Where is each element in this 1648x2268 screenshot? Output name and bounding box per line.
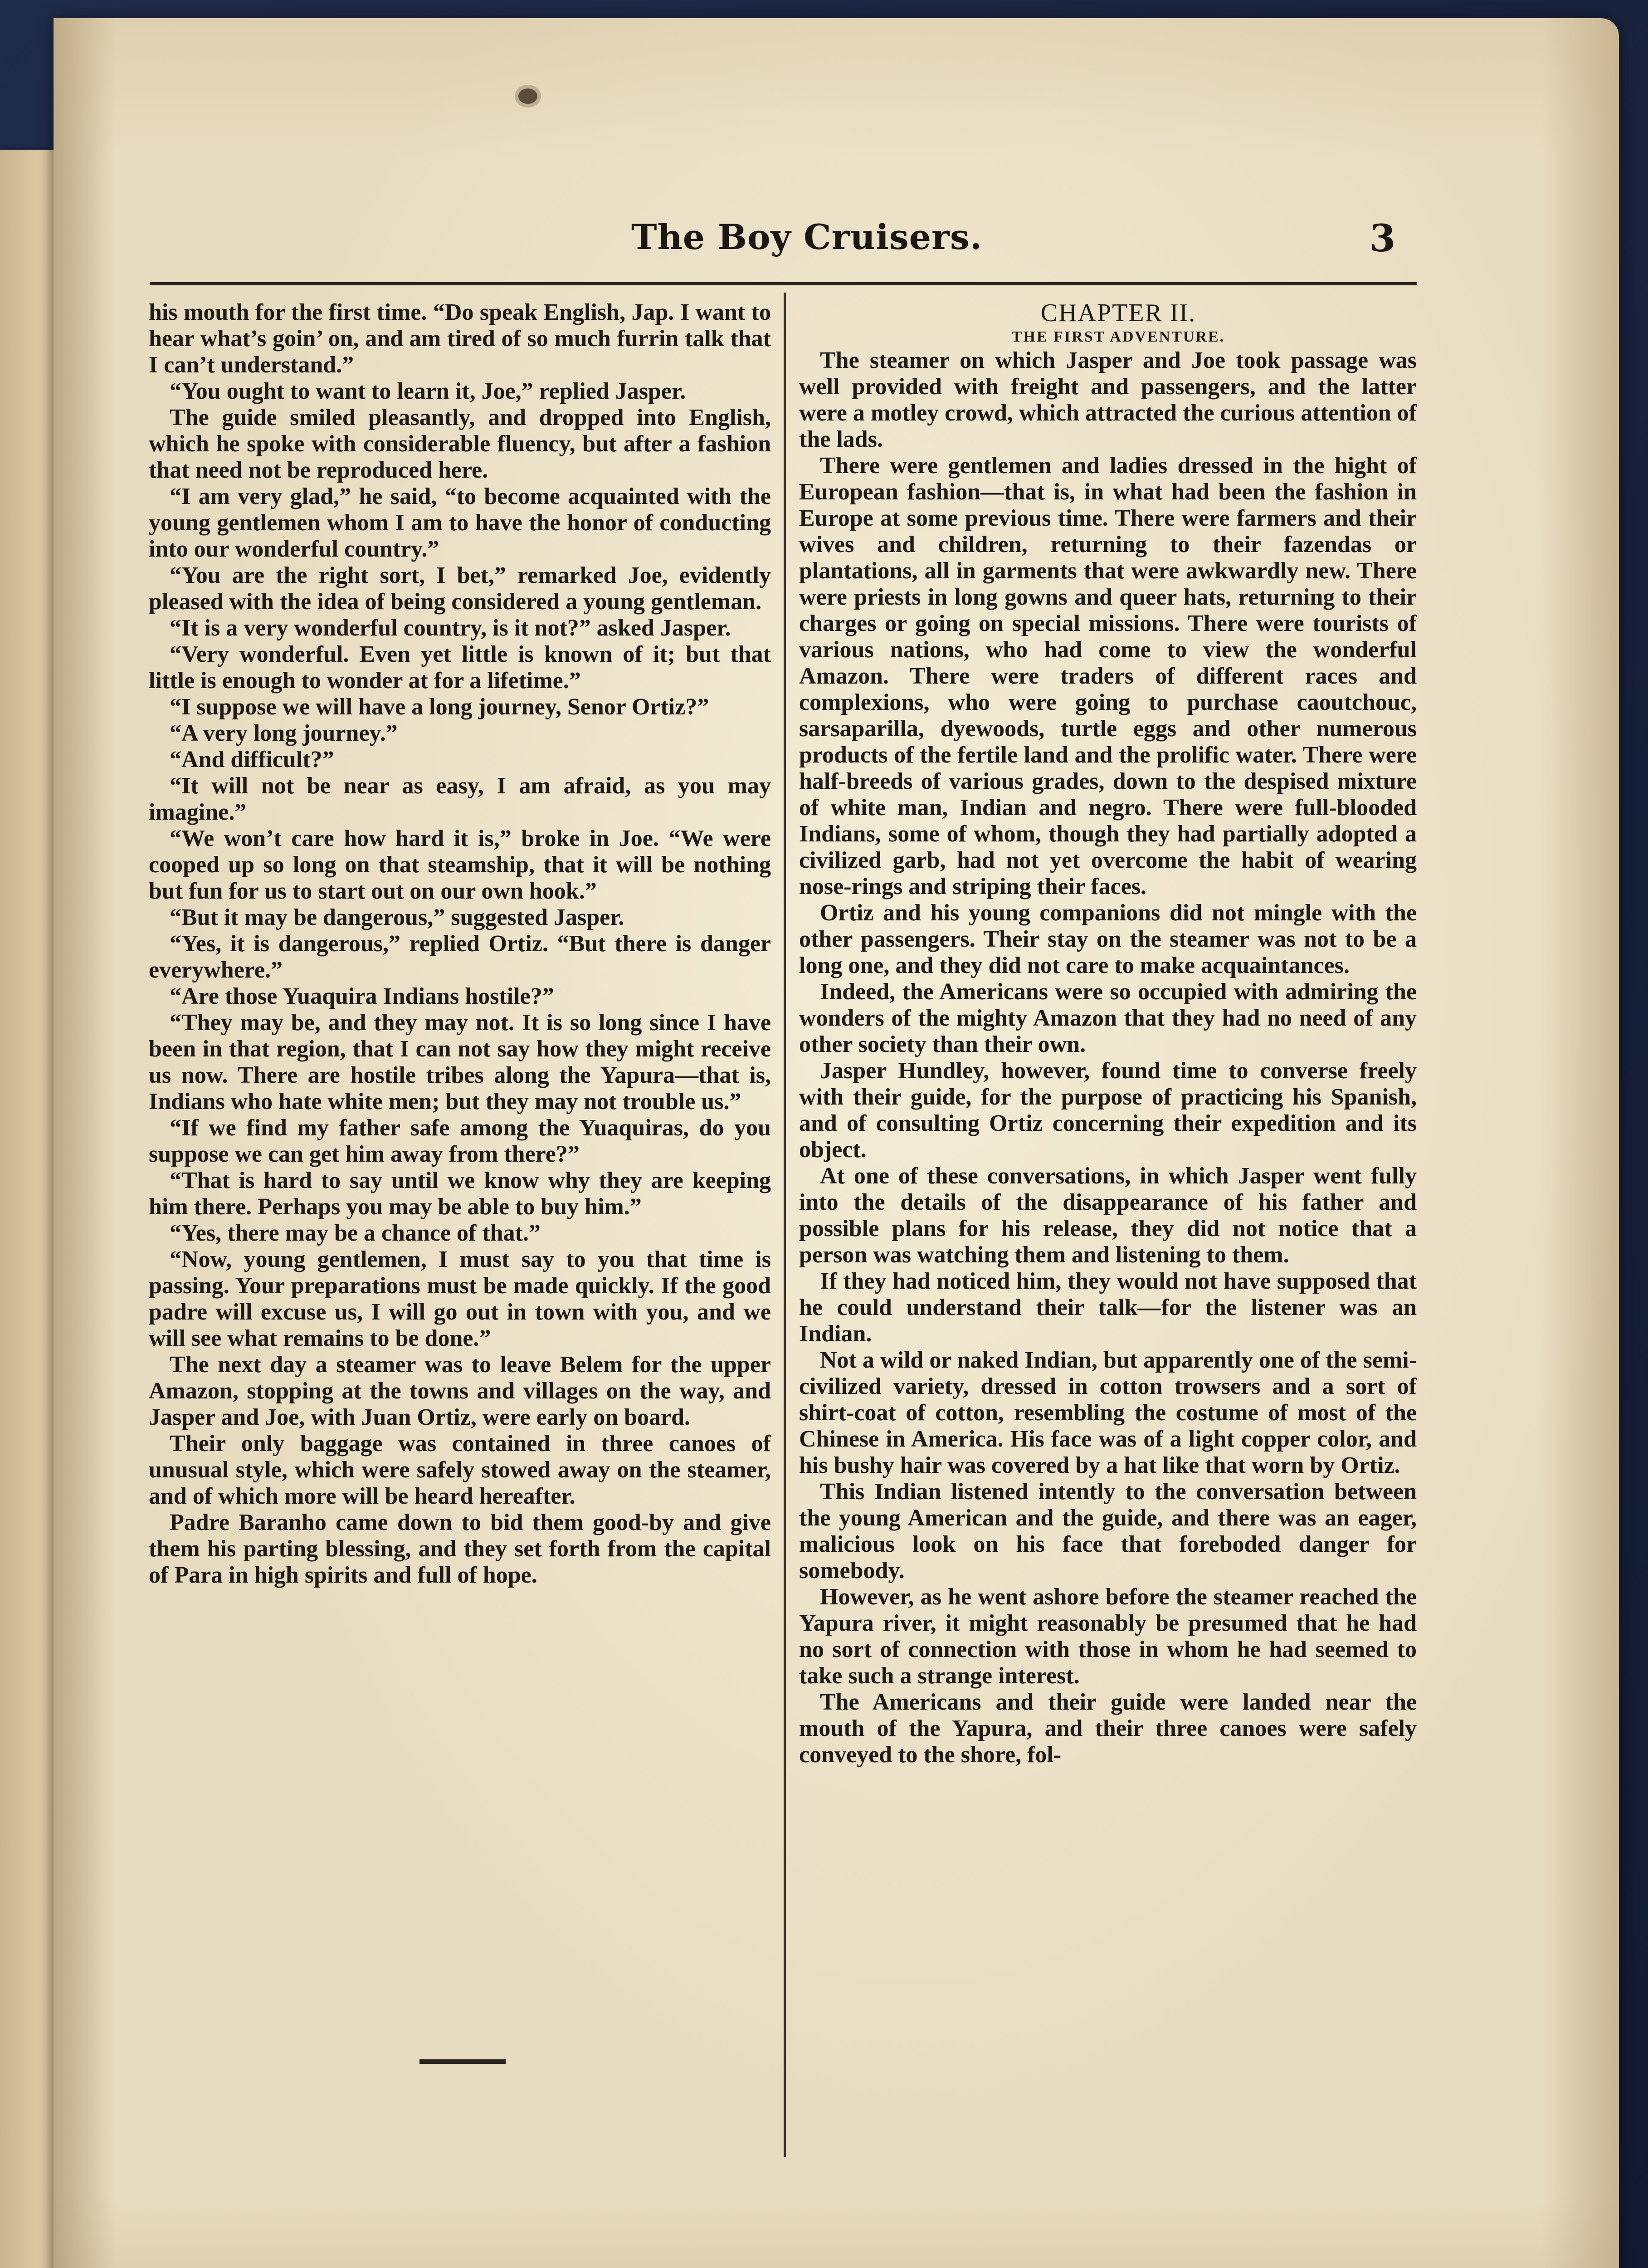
paragraph: However, as he went ashore before the steamer reached the Yapura river, it might reasonably be presumed that he had no sort of connection with those in whom he had seemed to take such a strange interest. xyxy=(799,1584,1417,1689)
staple-hole xyxy=(518,88,537,104)
section-end-rule xyxy=(419,2059,506,2064)
paragraph: “Yes, it is dangerous,” replied Ortiz. “But there is danger everywhere.” xyxy=(149,931,771,983)
paragraph: “Very wonderful. Even yet little is known of it; but that little is enough to wonder at for a lifetime.” xyxy=(149,641,771,694)
paragraph: “I suppose we will have a long journey, Senor Ortiz?” xyxy=(170,694,709,720)
paragraph: “But it may be dangerous,” suggested Jasper. xyxy=(170,904,624,930)
header-rule xyxy=(150,282,1417,285)
paragraph: “We won’t care how hard it is,” broke in Joe. “We were cooped up so long on that steamship, that it will be nothing but fun for us to start out on our own hook.” xyxy=(149,826,771,904)
paragraph: “A very long journey.” xyxy=(170,720,398,746)
paragraph: Jasper Hundley, however, found time to converse freely with their guide, for the purpose of practicing his Spanish, and of consulting Ortiz concerning their expedition and its object. xyxy=(799,1058,1417,1163)
paragraph: If they had noticed him, they would not have supposed that he could understand their talk—for the listener was an Indian. xyxy=(799,1268,1417,1347)
paragraph: “Are those Yuaquira Indians hostile?” xyxy=(170,983,554,1009)
paragraph: “You are the right sort, I bet,” remarked Joe, evidently pleased with the idea of being considered a young gentleman. xyxy=(149,562,771,615)
paragraph: At one of these conversations, in which Jasper went fully into the details of the disappearance of his father and possible plans for his release, they did not notice that a person was watching them and listening to them. xyxy=(799,1163,1417,1268)
paragraph: Ortiz and his young companions did not mingle with the other passengers. Their stay on the steamer was not to be a long one, and they did not care to make acquaintances. xyxy=(799,900,1417,978)
paragraph: “They may be, and they may not. It is so long since I have been in that region, that I can not say how they might receive us now. There are hostile tribes along the Yapura—that is, Indians who hate white men; but they may not trouble us.” xyxy=(149,1010,771,1114)
column-divider xyxy=(784,293,786,2157)
paragraph: “It will not be near as easy, I am afraid, as you may imagine.” xyxy=(149,773,771,825)
paragraph: Indeed, the Americans were so occupied with admiring the wonders of the mighty Amazon that they had no need of any other society than their own. xyxy=(799,979,1417,1057)
paragraph: The Americans and their guide were landed near the mouth of the Yapura, and their three canoes were safely conveyed to the shore, fol- xyxy=(799,1689,1417,1768)
paragraph: “Now, young gentlemen, I must say to you that time is passing. Your preparations must be made quickly. If the good padre will excuse us, I will go out in town with you, and we will see what remains to be done.” xyxy=(149,1246,771,1351)
paragraph: The next day a steamer was to leave Belem for the upper Amazon, stopping at the towns and villages on the way, and Jasper and Joe, with Juan Ortiz, were early on board. xyxy=(149,1352,771,1430)
running-head: The Boy Cruisers. xyxy=(631,217,983,257)
paragraph: Not a wild or naked Indian, but apparently one of the semi-civilized variety, dressed in cotton trowsers and a sort of shirt-coat of cotton, resembling the costume of most of the Chinese in America. His face was of a light copper color, and his bushy hair was covered by a hat like that worn by Ortiz. xyxy=(799,1347,1417,1478)
paragraph: There were gentlemen and ladies dressed in the hight of European fashion—that is, in what had been the fashion in Europe at some previous time. There were farmers and their wives and children, returning to their fazendas or plantations, all in garments that were awkwardly new. There were priests in long gowns and queer hats, returning to their charges or going on special missions. There were tourists of various nations, who had come to view the wonderful Amazon. There were traders of different races and complexions, who were going to purchase caoutchouc, sarsaparilla, dyewoods, turtle eggs and other numerous products of the fertile land and the prolific water. There were half-breeds of various grades, down to the despised mixture of white man, Indian and negro. There were full-blooded Indians, some of whom, though they had partially adopted a civilized garb, had not yet overcome the habit of wearing nose-rings and striping their faces. xyxy=(799,453,1417,899)
paragraph: Their only baggage was contained in three canoes of unusual style, which were safely stowed away on the steamer, and of which more will be heard hereafter. xyxy=(149,1431,771,1509)
page-number: 3 xyxy=(1370,217,1396,260)
paragraph: The steamer on which Jasper and Joe took passage was well provided with freight and passengers, and the latter were a motley crowd, which attracted the curious attention of the lads. xyxy=(799,347,1417,452)
paragraph: “I am very glad,” he said, “to become acquainted with the young gentlemen whom I am to have the honor of conducting into our wonderful country.” xyxy=(149,484,771,562)
paragraph: his mouth for the first time. “Do speak English, Jap. I want to hear what’s goin’ on, and am tired of so much furrin talk that I can’t understand.” xyxy=(149,299,771,378)
paragraph: Padre Baranho came down to bid them good-by and give them his parting blessing, and they set forth from the capital of Para in high spirits and full of hope. xyxy=(149,1510,771,1588)
paragraph: The guide smiled pleasantly, and dropped into English, which he spoke with considerable fluency, but after a fashion that need not be reproduced here. xyxy=(149,405,771,483)
paragraph: “It is a very wonderful country, is it not?” asked Jasper. xyxy=(170,615,731,641)
paragraph: This Indian listened intently to the conversation between the young American and the guide, and there was an eager, malicious look on his face that foreboded danger for somebody. xyxy=(799,1479,1417,1584)
paragraph: “And difficult?” xyxy=(170,747,334,772)
paragraph: “That is hard to say until we know why they are keeping him there. Perhaps you may be able to buy him.” xyxy=(149,1168,771,1220)
paragraph: “If we find my father safe among the Yuaquiras, do you suppose we can get him away from there?” xyxy=(149,1115,771,1167)
right-column xyxy=(799,299,1417,1768)
chapter-title: CHAPTER II. xyxy=(1040,299,1196,327)
chapter-subtitle: THE FIRST ADVENTURE. xyxy=(1011,328,1225,345)
paragraph: “Yes, there may be a chance of that.” xyxy=(170,1220,541,1246)
paragraph: “You ought to want to learn it, Joe,” replied Jasper. xyxy=(170,378,686,404)
left-column xyxy=(149,299,771,1589)
